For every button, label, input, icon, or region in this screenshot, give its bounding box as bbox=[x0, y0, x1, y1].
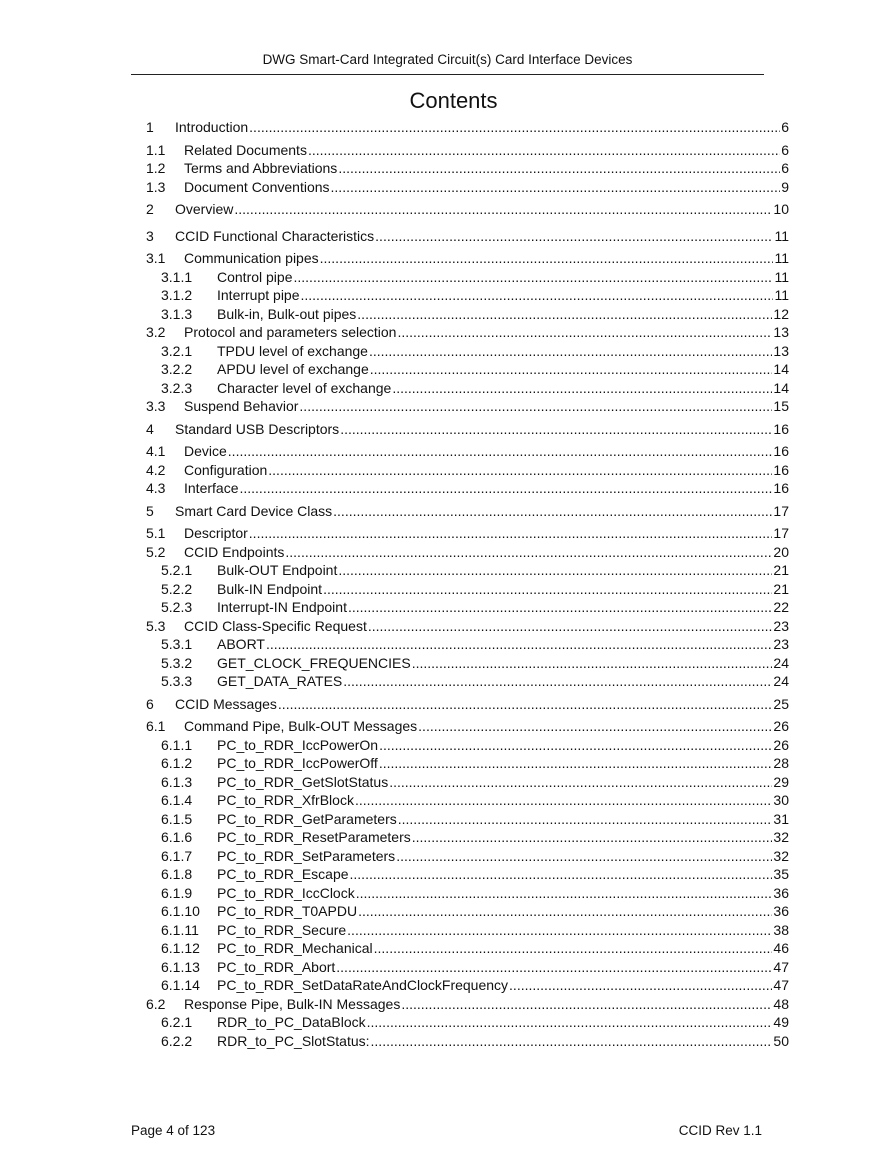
toc-entry[interactable] bbox=[146, 791, 789, 809]
toc-entry-title: Interrupt pipe bbox=[217, 287, 300, 303]
toc-entry-number: 6.1.10 bbox=[161, 903, 200, 919]
toc-entry-page: 50 bbox=[773, 1032, 789, 1049]
toc-entry-number: 4.1 bbox=[146, 443, 166, 459]
toc-entry-number: 6 bbox=[146, 695, 154, 712]
toc-entry-number: 3.2.2 bbox=[161, 361, 193, 377]
toc-entry-page: 46 bbox=[773, 940, 789, 956]
toc-entry-page: 16 bbox=[773, 420, 789, 437]
toc-entry-title: Bulk-IN Endpoint bbox=[217, 580, 323, 597]
toc-entry-title: PC_to_RDR_IccPowerOff bbox=[217, 755, 378, 771]
toc-entry[interactable] bbox=[146, 754, 789, 772]
toc-dot-leader bbox=[336, 958, 772, 976]
toc-entry-number: 6.2 bbox=[146, 995, 166, 1012]
toc-entry[interactable] bbox=[146, 249, 789, 267]
toc-dot-leader bbox=[343, 672, 772, 690]
toc-dot-leader bbox=[347, 921, 772, 939]
toc-entry[interactable] bbox=[146, 884, 789, 902]
toc-entry-page: 17 bbox=[773, 502, 789, 519]
toc-dot-leader bbox=[285, 543, 772, 561]
toc-entry-title: RDR_to_PC_SlotStatus: bbox=[217, 1032, 370, 1049]
toc-entry-page: 11 bbox=[774, 268, 789, 285]
toc-entry-page: 26 bbox=[773, 736, 789, 753]
toc-entry-number: 4.3 bbox=[146, 480, 166, 496]
toc-entry[interactable] bbox=[146, 379, 789, 397]
toc-entry-title: PC_to_RDR_IccPowerOn bbox=[217, 736, 379, 753]
toc-entry[interactable] bbox=[146, 502, 789, 520]
toc-entry-page: 24 bbox=[773, 654, 789, 671]
toc-entry[interactable] bbox=[146, 1032, 789, 1050]
toc-entry[interactable] bbox=[146, 200, 789, 218]
toc-entry[interactable] bbox=[146, 598, 789, 616]
toc-entry-title: RDR_to_PC_DataBlock bbox=[217, 1014, 366, 1030]
toc-entry-number: 6.1.7 bbox=[161, 847, 193, 864]
toc-dot-leader bbox=[368, 617, 773, 635]
toc-entry-number: 2 bbox=[146, 201, 154, 217]
toc-dot-leader bbox=[294, 268, 774, 286]
toc-entry-page: 21 bbox=[773, 580, 789, 597]
toc-entry[interactable] bbox=[146, 286, 789, 304]
toc-dot-leader bbox=[228, 442, 773, 460]
toc-entry-number: 3.1.2 bbox=[161, 287, 193, 303]
toc-entry-page: 47 bbox=[773, 958, 789, 975]
toc-dot-leader bbox=[375, 227, 773, 245]
toc-dot-leader bbox=[418, 717, 772, 735]
toc-entry-title: Terms and Abbreviations bbox=[184, 160, 338, 176]
toc-entry-page: 11 bbox=[774, 227, 789, 244]
toc-entry-number: 1.1 bbox=[146, 141, 166, 158]
toc-entry-title: GET_CLOCK_FREQUENCIES bbox=[217, 654, 411, 671]
toc-entry-page: 14 bbox=[773, 361, 789, 377]
toc-entry-number: 5.3.2 bbox=[161, 654, 193, 671]
toc-entry[interactable] bbox=[146, 227, 789, 245]
toc-entry[interactable] bbox=[146, 865, 789, 883]
toc-dot-leader bbox=[348, 598, 772, 616]
toc-entry[interactable] bbox=[146, 268, 789, 286]
toc-entry-title: PC_to_RDR_XfrBlock bbox=[217, 792, 354, 808]
toc-entry-page: 13 bbox=[773, 342, 789, 359]
toc-entry[interactable] bbox=[146, 902, 789, 920]
toc-entry-title: PC_to_RDR_ResetParameters bbox=[217, 829, 411, 845]
toc-dot-leader bbox=[278, 695, 773, 713]
toc-dot-leader bbox=[320, 249, 774, 267]
toc-dot-leader bbox=[323, 580, 772, 598]
toc-entry-number: 5 bbox=[146, 502, 154, 519]
toc-entry-number: 6.1 bbox=[146, 718, 166, 734]
toc-entry-page: 23 bbox=[773, 636, 789, 652]
header-rule bbox=[131, 74, 764, 75]
toc-entry[interactable] bbox=[146, 360, 789, 378]
toc-entry-number: 6.1.4 bbox=[161, 792, 193, 808]
toc-dot-leader bbox=[392, 379, 772, 397]
toc-entry-title: Configuration bbox=[184, 461, 268, 478]
toc-entry-page: 21 bbox=[773, 562, 789, 578]
toc-entry-number: 6.2.2 bbox=[161, 1032, 193, 1049]
toc-entry-number: 6.1.8 bbox=[161, 866, 193, 882]
toc-entry-title: Suspend Behavior bbox=[184, 398, 299, 414]
toc-entry[interactable] bbox=[146, 118, 789, 136]
toc-entry-title: PC_to_RDR_Abort bbox=[217, 958, 336, 975]
toc-entry-number: 6.1.3 bbox=[161, 773, 193, 790]
toc-dot-leader bbox=[234, 200, 772, 218]
toc-entry-number: 4.2 bbox=[146, 461, 166, 478]
toc-entry[interactable] bbox=[146, 717, 789, 735]
toc-entry-page: 28 bbox=[773, 755, 789, 771]
toc-entry[interactable] bbox=[146, 617, 789, 635]
toc-entry-number: 6.1.13 bbox=[161, 958, 200, 975]
toc-entry[interactable] bbox=[146, 178, 789, 196]
toc-entry-title: Descriptor bbox=[184, 525, 248, 541]
toc-entry-page: 36 bbox=[773, 903, 789, 919]
toc-entry-page: 6 bbox=[781, 141, 789, 158]
toc-entry[interactable] bbox=[146, 958, 789, 976]
toc-dot-leader bbox=[301, 286, 774, 304]
toc-entry-page: 10 bbox=[773, 201, 789, 217]
toc-entry-number: 3.3 bbox=[146, 398, 166, 414]
toc-entry[interactable] bbox=[146, 461, 789, 479]
toc-entry-number: 6.1.1 bbox=[161, 736, 193, 753]
toc-entry-title: Bulk-in, Bulk-out pipes bbox=[217, 305, 357, 322]
toc-dot-leader bbox=[379, 754, 773, 772]
toc-entry-number: 3.2.3 bbox=[161, 379, 193, 396]
toc-entry-page: 32 bbox=[773, 847, 789, 864]
toc-entry-title: CCID Endpoints bbox=[184, 543, 285, 560]
toc-entry-title: Response Pipe, Bulk-IN Messages bbox=[184, 995, 401, 1012]
toc-entry-title: Smart Card Device Class bbox=[175, 502, 333, 519]
footer-doc-revision: CCID Rev 1.1 bbox=[678, 1123, 762, 1138]
page-title: Contents bbox=[409, 88, 498, 113]
toc-entry-number: 5.3.1 bbox=[161, 636, 193, 652]
toc-dot-leader bbox=[355, 791, 772, 809]
toc-dot-leader bbox=[396, 847, 772, 865]
toc-entry-page: 35 bbox=[773, 866, 789, 882]
toc-dot-leader bbox=[389, 773, 772, 791]
toc-dot-leader bbox=[350, 865, 773, 883]
toc-entry-page: 17 bbox=[773, 525, 789, 541]
toc-entry-page: 32 bbox=[773, 829, 789, 845]
toc-entry-title: PC_to_RDR_GetParameters bbox=[217, 810, 397, 827]
toc-entry-title: Bulk-OUT Endpoint bbox=[217, 562, 338, 578]
toc-entry-number: 3.1.1 bbox=[161, 268, 193, 285]
toc-entry-page: 9 bbox=[781, 178, 789, 195]
toc-entry-title: Document Conventions bbox=[184, 178, 330, 195]
toc-dot-leader bbox=[331, 178, 781, 196]
toc-entry-title: PC_to_RDR_Mechanical bbox=[217, 940, 373, 956]
toc-dot-leader bbox=[369, 342, 772, 360]
toc-entry[interactable] bbox=[146, 1013, 789, 1031]
toc-entry-page: 26 bbox=[773, 718, 789, 734]
toc-entry-title: Device bbox=[184, 443, 227, 459]
toc-dot-leader bbox=[249, 524, 773, 542]
toc-entry-page: 12 bbox=[773, 305, 789, 322]
toc-dot-leader bbox=[509, 976, 772, 994]
toc-entry-number: 5.2.2 bbox=[161, 580, 193, 597]
toc-entry-page: 15 bbox=[773, 398, 789, 414]
toc-dot-leader bbox=[412, 828, 773, 846]
toc-entry-title: Interrupt-IN Endpoint bbox=[217, 599, 347, 615]
toc-entry-title: PC_to_RDR_T0APDU bbox=[217, 903, 358, 919]
toc-entry-number: 4 bbox=[146, 420, 154, 437]
toc-dot-leader bbox=[398, 810, 773, 828]
toc-entry-page: 6 bbox=[781, 119, 789, 135]
toc-entry-title: ABORT bbox=[217, 636, 265, 652]
toc-entry-title: Control pipe bbox=[217, 268, 293, 285]
page-header: DWG Smart-Card Integrated Circuit(s) Card Interface Devices bbox=[262, 52, 633, 67]
toc-entry-number: 5.3.3 bbox=[161, 673, 193, 689]
toc-entry[interactable] bbox=[146, 543, 789, 561]
toc-dot-leader bbox=[299, 397, 772, 415]
toc-entry-number: 5.1 bbox=[146, 525, 166, 541]
toc-entry-page: 23 bbox=[773, 617, 789, 634]
toc-entry-number: 1.3 bbox=[146, 178, 166, 195]
toc-dot-leader bbox=[308, 141, 780, 159]
toc-entry-page: 20 bbox=[773, 543, 789, 560]
toc-entry[interactable] bbox=[146, 479, 789, 497]
toc-dot-leader bbox=[370, 360, 773, 378]
toc-entry-number: 5.3 bbox=[146, 617, 166, 634]
toc-entry-number: 6.1.12 bbox=[161, 940, 200, 956]
toc-dot-leader bbox=[401, 995, 772, 1013]
footer-page-number: Page 4 of 123 bbox=[131, 1123, 216, 1138]
toc-entry-number: 6.1.9 bbox=[161, 884, 193, 901]
toc-entry[interactable] bbox=[146, 736, 789, 754]
toc-entry-number: 6.1.5 bbox=[161, 810, 193, 827]
toc-entry-title: PC_to_RDR_SetParameters bbox=[217, 847, 396, 864]
toc-entry[interactable] bbox=[146, 939, 789, 957]
toc-entry-title: CCID Functional Characteristics bbox=[175, 227, 375, 244]
toc-entry-title: CCID Class-Specific Request bbox=[184, 617, 367, 634]
toc-entry[interactable] bbox=[146, 141, 789, 159]
toc-entry[interactable] bbox=[146, 828, 789, 846]
toc-entry-title: TPDU level of exchange bbox=[217, 342, 368, 359]
toc-entry-page: 13 bbox=[773, 324, 789, 340]
toc-entry-title: CCID Messages bbox=[175, 695, 277, 712]
toc-entry-number: 1 bbox=[146, 119, 154, 135]
toc-entry[interactable] bbox=[146, 323, 789, 341]
toc-entry[interactable] bbox=[146, 305, 789, 323]
toc-entry[interactable] bbox=[146, 580, 789, 598]
toc-dot-leader bbox=[412, 654, 773, 672]
toc-entry[interactable] bbox=[146, 635, 789, 653]
toc-entry[interactable] bbox=[146, 342, 789, 360]
toc-entry-page: 16 bbox=[773, 461, 789, 478]
toc-entry-page: 29 bbox=[773, 773, 789, 790]
toc-entry-number: 5.2.1 bbox=[161, 562, 193, 578]
toc-entry[interactable] bbox=[146, 695, 789, 713]
toc-entry-number: 6.2.1 bbox=[161, 1014, 193, 1030]
toc-entry-title: Protocol and parameters selection bbox=[184, 324, 397, 340]
toc-entry-number: 3.2.1 bbox=[161, 342, 193, 359]
toc-dot-leader bbox=[249, 118, 780, 136]
toc-entry[interactable] bbox=[146, 672, 789, 690]
toc-entry-number: 6.1.14 bbox=[161, 977, 200, 993]
toc-entry-title: APDU level of exchange bbox=[217, 361, 369, 377]
toc-entry-page: 14 bbox=[773, 379, 789, 396]
toc-entry-title: PC_to_RDR_SetDataRateAndClockFrequency bbox=[217, 977, 509, 993]
toc-entry-number: 6.1.6 bbox=[161, 829, 193, 845]
toc-entry-title: Command Pipe, Bulk-OUT Messages bbox=[184, 718, 418, 734]
toc-dot-leader bbox=[367, 1013, 773, 1031]
toc-entry-page: 16 bbox=[773, 443, 789, 459]
toc-entry-title: Character level of exchange bbox=[217, 379, 392, 396]
toc-entry-title: PC_to_RDR_GetSlotStatus bbox=[217, 773, 389, 790]
toc-dot-leader bbox=[379, 736, 772, 754]
toc-entry-title: Communication pipes bbox=[184, 250, 319, 266]
toc-entry-page: 30 bbox=[773, 792, 789, 808]
toc-dot-leader bbox=[356, 884, 773, 902]
toc-dot-leader bbox=[357, 305, 772, 323]
toc-entry-page: 16 bbox=[773, 480, 789, 496]
toc-entry[interactable] bbox=[146, 995, 789, 1013]
toc-entry-number: 3.2 bbox=[146, 324, 166, 340]
toc-entry[interactable] bbox=[146, 921, 789, 939]
toc-dot-leader bbox=[266, 635, 772, 653]
toc-dot-leader bbox=[358, 902, 772, 920]
toc-dot-leader bbox=[338, 159, 780, 177]
toc-entry-page: 24 bbox=[773, 673, 789, 689]
toc-entry-title: Overview bbox=[175, 201, 234, 217]
toc-dot-leader bbox=[268, 461, 772, 479]
toc-entry-number: 3 bbox=[146, 227, 154, 244]
toc-dot-leader bbox=[397, 323, 772, 341]
toc-entry-page: 11 bbox=[774, 250, 789, 266]
toc-entry[interactable] bbox=[146, 847, 789, 865]
toc-entry-page: 48 bbox=[773, 995, 789, 1012]
toc-entry-page: 49 bbox=[773, 1014, 789, 1030]
toc-entry[interactable] bbox=[146, 561, 789, 579]
toc-entry-title: Interface bbox=[184, 480, 239, 496]
toc-entry-number: 3.1.3 bbox=[161, 305, 193, 322]
toc-entry[interactable] bbox=[146, 773, 789, 791]
toc-entry-title: PC_to_RDR_Escape bbox=[217, 866, 349, 882]
toc-entry-page: 25 bbox=[773, 695, 789, 712]
toc-entry-number: 3.1 bbox=[146, 250, 166, 266]
toc-dot-leader bbox=[338, 561, 772, 579]
toc-entry-title: PC_to_RDR_Secure bbox=[217, 921, 347, 938]
toc-entry[interactable] bbox=[146, 159, 789, 177]
toc-entry-page: 36 bbox=[773, 884, 789, 901]
toc-entry[interactable] bbox=[146, 976, 789, 994]
toc-entry-number: 6.1.2 bbox=[161, 755, 193, 771]
toc-entry[interactable] bbox=[146, 397, 789, 415]
toc-entry-title: PC_to_RDR_IccClock bbox=[217, 884, 355, 901]
toc-entry-title: Standard USB Descriptors bbox=[175, 420, 340, 437]
toc-entry-title: GET_DATA_RATES bbox=[217, 673, 343, 689]
toc-dot-leader bbox=[371, 1032, 773, 1050]
toc-dot-leader bbox=[333, 502, 772, 520]
toc-entry-page: 31 bbox=[773, 810, 789, 827]
toc-entry-number: 6.1.11 bbox=[161, 921, 199, 938]
toc-entry[interactable] bbox=[146, 524, 789, 542]
toc-entry[interactable] bbox=[146, 654, 789, 672]
toc-entry[interactable] bbox=[146, 810, 789, 828]
toc-entry-title: Related Documents bbox=[184, 141, 307, 158]
toc-entry-page: 47 bbox=[773, 977, 789, 993]
toc-dot-leader bbox=[340, 420, 772, 438]
toc-dot-leader bbox=[374, 939, 773, 957]
toc-entry-number: 5.2 bbox=[146, 543, 166, 560]
toc-dot-leader bbox=[239, 479, 772, 497]
toc-entry-page: 11 bbox=[774, 287, 789, 303]
toc-entry-number: 5.2.3 bbox=[161, 599, 193, 615]
toc-entry-page: 38 bbox=[773, 921, 789, 938]
toc-entry[interactable] bbox=[146, 420, 789, 438]
toc-entry[interactable] bbox=[146, 442, 789, 460]
toc-entry-page: 22 bbox=[773, 599, 789, 615]
toc-entry-page: 6 bbox=[781, 160, 789, 176]
toc-entry-title: Introduction bbox=[175, 119, 249, 135]
toc-entry-number: 1.2 bbox=[146, 160, 166, 176]
